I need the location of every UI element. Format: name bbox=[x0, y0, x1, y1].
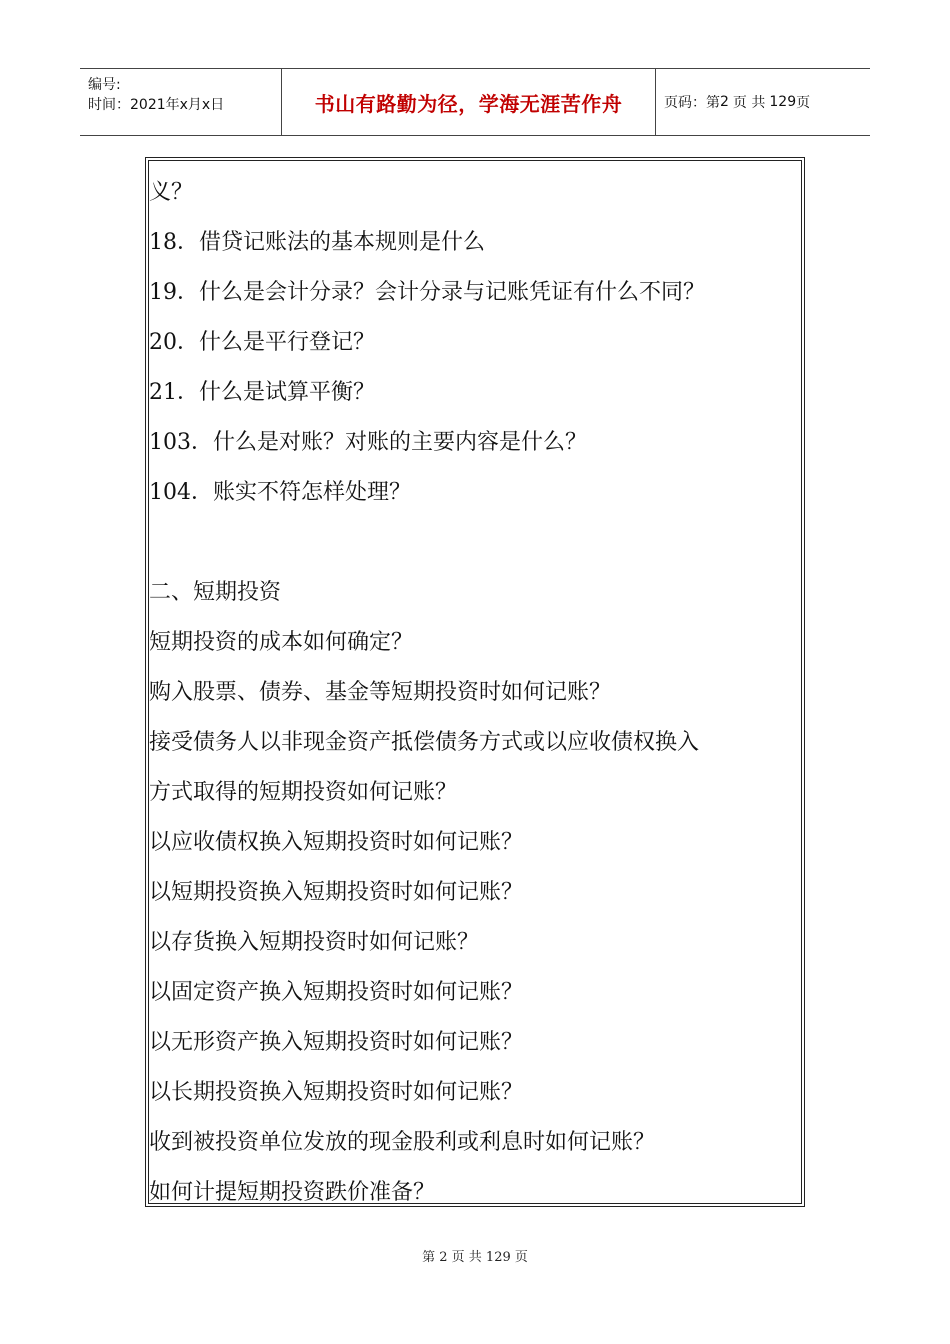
page-prefix: 页码：第 bbox=[664, 95, 720, 111]
document-number-label: 编号: bbox=[88, 77, 121, 93]
text-line: 103．什么是对账？对账的主要内容是什么？ bbox=[149, 430, 587, 455]
text-line: 以应收债权换入短期投资时如何记账？ bbox=[149, 830, 524, 855]
document-time: 时间：2021年x月x日 bbox=[88, 97, 225, 113]
page-mid: 页 共 bbox=[732, 95, 766, 111]
text-line: 方式取得的短期投资如何记账？ bbox=[149, 780, 458, 805]
text-line: 19．什么是会计分录？会计分录与记账凭证有什么不同？ bbox=[149, 280, 705, 305]
page-suffix: 页 bbox=[796, 95, 811, 111]
header-page-info bbox=[656, 69, 870, 135]
blank-line bbox=[149, 518, 804, 568]
text-line: 21．什么是试算平衡？ bbox=[149, 380, 375, 405]
content-box bbox=[145, 157, 805, 1207]
text-line: 以无形资产换入短期投资时如何记账？ bbox=[149, 1030, 524, 1055]
text-line: 短期投资的成本如何确定？ bbox=[149, 630, 414, 655]
question-list bbox=[149, 168, 804, 1218]
text-line: 如何计提短期投资跌价准备？ bbox=[149, 1180, 436, 1205]
page-footer: 第 2 页 共 129 页 bbox=[422, 1250, 528, 1265]
text-line: 104．账实不符怎样处理？ bbox=[149, 480, 411, 505]
text-line: 义？ bbox=[149, 180, 194, 205]
text-line: 购入股票、债券、基金等短期投资时如何记账？ bbox=[149, 680, 612, 705]
page-header bbox=[80, 68, 870, 136]
text-line: 接受债务人以非现金资产抵偿债务方式或以应收债权换入 bbox=[149, 730, 700, 755]
header-meta bbox=[80, 69, 282, 135]
text-line: 以长期投资换入短期投资时如何记账？ bbox=[149, 1080, 524, 1105]
text-line: 18．借贷记账法的基本规则是什么 bbox=[149, 230, 485, 255]
header-motto-cell bbox=[282, 69, 656, 135]
page-total: 129 bbox=[769, 94, 797, 110]
text-line: 以固定资产换入短期投资时如何记账？ bbox=[149, 980, 524, 1005]
text-line: 以短期投资换入短期投资时如何记账？ bbox=[149, 880, 524, 905]
text-line: 收到被投资单位发放的现金股利或利息时如何记账？ bbox=[149, 1130, 656, 1155]
section-heading: 二、短期投资 bbox=[149, 580, 282, 605]
text-line: 20．什么是平行登记？ bbox=[149, 330, 375, 355]
text-line: 以存货换入短期投资时如何记账？ bbox=[149, 930, 480, 955]
page-current: 2 bbox=[720, 94, 729, 110]
header-motto: 书山有路勤为径，学海无涯苦作舟 bbox=[314, 91, 623, 116]
